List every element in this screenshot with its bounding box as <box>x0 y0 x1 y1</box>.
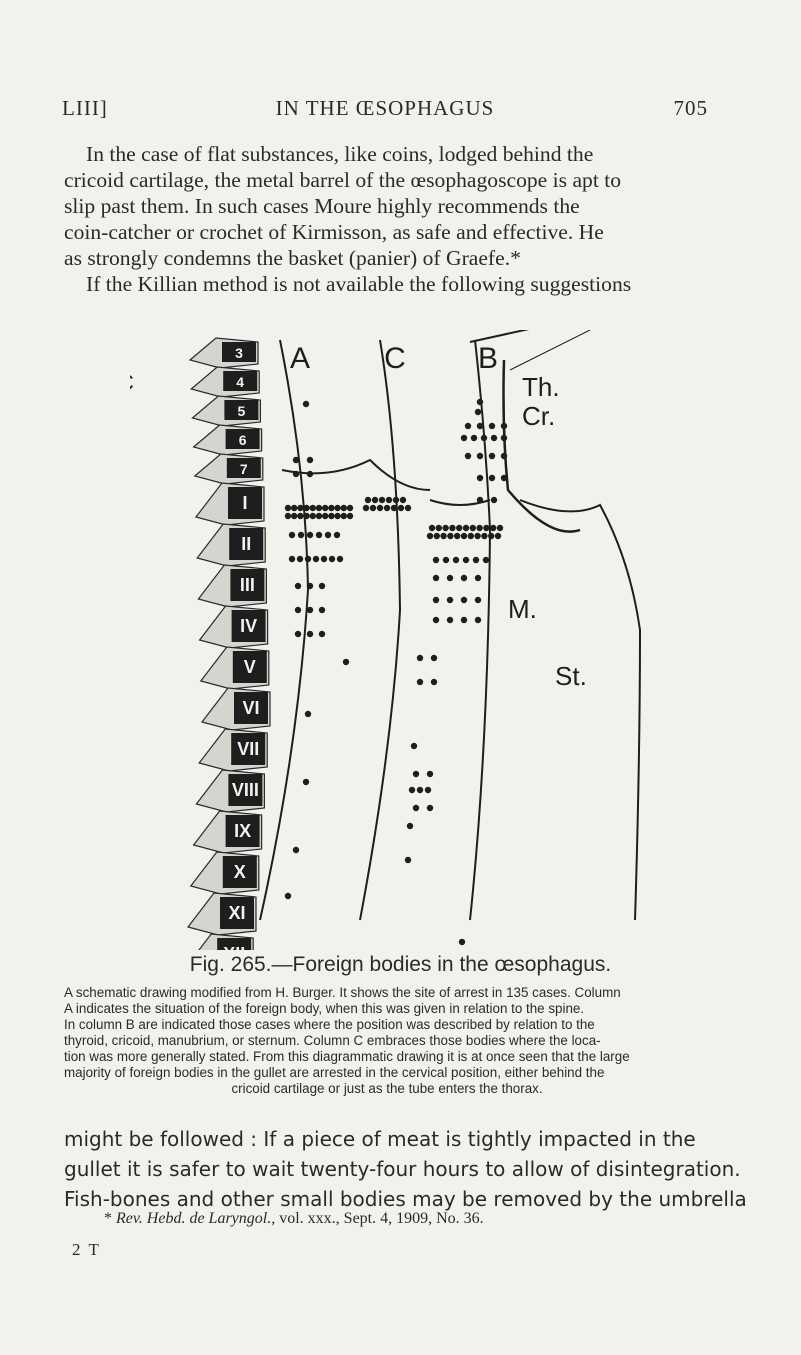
case-dot <box>347 505 353 511</box>
case-dot <box>297 505 303 511</box>
vertebra-label: II <box>241 534 252 554</box>
caption-line: tion was more generally stated. From this diagrammatic drawing it is at once seen that the large <box>64 1049 630 1064</box>
case-dot <box>488 533 494 539</box>
text-line: If the Killian method is not available the following suggestions <box>86 272 632 296</box>
case-dot <box>398 505 404 511</box>
case-dot <box>285 513 291 519</box>
case-dot <box>471 435 477 441</box>
landmark-label: M. <box>508 594 537 624</box>
case-dot <box>481 533 487 539</box>
vertebra-label: XI <box>228 903 246 923</box>
case-dot <box>285 505 291 511</box>
landmark-label: Cr. <box>522 401 556 431</box>
case-dot <box>459 939 465 945</box>
case-dot <box>307 457 313 463</box>
case-dot <box>501 475 507 481</box>
case-dot <box>372 497 378 503</box>
case-dot <box>461 575 467 581</box>
vertebra-label: 6 <box>238 432 247 448</box>
case-dot <box>477 497 483 503</box>
case-dot <box>463 525 469 531</box>
case-dot <box>341 513 347 519</box>
case-dot <box>491 435 497 441</box>
vertebra-label: IV <box>240 616 258 636</box>
case-dot <box>461 597 467 603</box>
case-dot <box>475 597 481 603</box>
case-dot <box>427 771 433 777</box>
spine-vertebrae <box>185 338 270 950</box>
case-dot <box>319 631 325 637</box>
vertebra-label: VII <box>237 739 260 759</box>
case-dot <box>473 557 479 563</box>
case-dot <box>313 556 319 562</box>
page-number: 705 <box>673 96 708 120</box>
case-dot <box>477 453 483 459</box>
case-dot <box>431 655 437 661</box>
case-dot <box>489 475 495 481</box>
case-dot <box>307 583 313 589</box>
text-line: coin-catcher or crochet of Kirmisson, as safe and effective. He <box>64 220 604 244</box>
case-dot <box>483 525 489 531</box>
case-dot <box>407 823 413 829</box>
case-dot <box>291 513 297 519</box>
case-dot <box>293 847 299 853</box>
case-dot <box>295 583 301 589</box>
case-dot <box>307 607 313 613</box>
case-dot <box>461 617 467 623</box>
case-dot <box>409 787 415 793</box>
caption-line: cricoid cartilage or just as the tube enters the thorax. <box>231 1081 543 1096</box>
case-dot <box>386 497 392 503</box>
case-dot <box>475 617 481 623</box>
case-dot <box>370 505 376 511</box>
case-dot <box>316 513 322 519</box>
case-dot <box>307 532 313 538</box>
paragraph-suggestions <box>64 1124 747 1214</box>
case-dot <box>329 556 335 562</box>
case-dot <box>427 805 433 811</box>
case-dot <box>456 525 462 531</box>
case-dot <box>429 525 435 531</box>
footnote <box>104 1210 704 1228</box>
case-dot <box>405 505 411 511</box>
case-dot <box>391 505 397 511</box>
chapter-number: LIII] <box>62 96 108 120</box>
case-dot <box>310 513 316 519</box>
vertebra-label: V <box>243 657 256 677</box>
case-dot <box>297 513 303 519</box>
caption-line: majority of foreign bodies in the gullet are arrested in the cervical position, either behind the <box>64 1065 605 1080</box>
caption-line: A schematic drawing modified from H. Burger. It shows the site of arrest in 135 cases. Column <box>64 985 621 1000</box>
case-dot <box>433 557 439 563</box>
case-dot <box>477 475 483 481</box>
case-dot <box>322 513 328 519</box>
vertebra-label: 7 <box>239 461 248 477</box>
text-line: slip past them. In such cases Moure highly recommends the <box>64 194 580 218</box>
case-dot <box>310 505 316 511</box>
case-dot <box>319 607 325 613</box>
case-dot <box>453 557 459 563</box>
case-dot <box>442 525 448 531</box>
case-dot <box>470 525 476 531</box>
case-dot <box>322 505 328 511</box>
case-dot <box>400 497 406 503</box>
footnote-marker: * <box>104 1210 116 1227</box>
vertebra-label: VI <box>242 698 260 718</box>
case-dot <box>413 805 419 811</box>
case-dot <box>491 497 497 503</box>
region-label-cervical <box>130 370 134 395</box>
column-label: A <box>289 342 311 375</box>
case-dot <box>489 423 495 429</box>
column-label: C <box>384 342 406 375</box>
case-dot <box>463 557 469 563</box>
landmark-label: St. <box>555 661 587 691</box>
case-dot <box>295 631 301 637</box>
case-dot <box>363 505 369 511</box>
running-head <box>62 96 708 126</box>
case-dot <box>481 435 487 441</box>
case-dot <box>440 533 446 539</box>
vertebra-label: I <box>242 493 248 513</box>
caption-line: In column B are indicated those cases where the position was described by relation to the <box>64 1017 595 1032</box>
running-title: IN THE ŒSOPHAGUS <box>275 96 495 120</box>
footnote-journal: Rev. Hebd. de Laryngol., <box>116 1210 276 1227</box>
case-dot <box>449 525 455 531</box>
case-dot <box>465 453 471 459</box>
case-dot <box>285 893 291 899</box>
text-line: In the case of flat substances, like coins, lodged behind the <box>86 142 594 166</box>
vertebra-label: 3 <box>235 345 243 361</box>
vertebra-label: X <box>233 862 246 882</box>
case-dot <box>307 631 313 637</box>
case-dot <box>321 556 327 562</box>
case-dot <box>425 787 431 793</box>
landmark-label: Th. <box>522 372 560 402</box>
case-dot <box>293 471 299 477</box>
case-dot <box>436 525 442 531</box>
case-dot <box>477 399 483 405</box>
text-line: as strongly condemns the basket (panier) of Graefe.* <box>64 246 521 270</box>
case-dot <box>305 556 311 562</box>
caption-line: thyroid, cricoid, manubrium, or sternum. Column C embraces those bodies where the loca- <box>64 1033 601 1048</box>
case-dot <box>405 857 411 863</box>
caption-line: A indicates the situation of the foreign body, when this was given in relation to the spine. <box>64 1001 585 1016</box>
case-dot <box>427 533 433 539</box>
text-line: might be followed : If a piece of meat is tightly impacted in the <box>64 1127 696 1151</box>
case-dot <box>447 575 453 581</box>
figure-caption-body <box>64 985 710 1097</box>
case-dot <box>434 533 440 539</box>
case-dot <box>291 505 297 511</box>
case-dot <box>501 435 507 441</box>
figure-caption-title: Fig. 265.—Foreign bodies in the œsophagus. <box>189 953 612 976</box>
column-lines <box>260 330 640 920</box>
case-dot <box>328 513 334 519</box>
case-dot <box>303 401 309 407</box>
case-dot <box>497 525 503 531</box>
case-dot <box>433 597 439 603</box>
case-dot <box>334 505 340 511</box>
signature-mark: 2 T <box>72 1240 101 1259</box>
case-dot <box>293 457 299 463</box>
footnote-citation: vol. xxx., Sept. 4, 1909, No. 36. <box>275 1210 484 1227</box>
case-dot <box>474 533 480 539</box>
text-line: Fish-bones and other small bodies may be removed by the umbrella <box>64 1187 747 1211</box>
case-dot <box>298 532 304 538</box>
case-dot <box>433 617 439 623</box>
text-line: gullet it is safer to wait twenty-four hours to allow of disintegration. <box>64 1157 741 1181</box>
case-dot <box>341 505 347 511</box>
case-dot <box>443 557 449 563</box>
case-dot <box>379 497 385 503</box>
case-dot <box>489 453 495 459</box>
case-dot <box>365 497 371 503</box>
case-dot <box>465 423 471 429</box>
case-dot <box>461 533 467 539</box>
case-dot <box>447 617 453 623</box>
case-dot <box>431 679 437 685</box>
vertebra-label <box>223 944 245 950</box>
case-dot <box>316 532 322 538</box>
case-dot <box>490 525 496 531</box>
case-dot <box>319 583 325 589</box>
case-dot <box>295 607 301 613</box>
vertebra-label: IX <box>234 821 252 841</box>
case-dot <box>475 575 481 581</box>
case-dot <box>477 423 483 429</box>
case-dot <box>334 532 340 538</box>
case-dot <box>393 497 399 503</box>
case-dot <box>328 505 334 511</box>
case-dot <box>343 659 349 665</box>
case-dot <box>417 787 423 793</box>
case-dot <box>413 771 419 777</box>
case-dot <box>325 532 331 538</box>
case-dot <box>307 471 313 477</box>
vertebra-label: VIII <box>231 780 259 800</box>
case-dot <box>411 743 417 749</box>
case-dot <box>447 533 453 539</box>
case-dot <box>433 575 439 581</box>
vertebra-label: III <box>239 575 255 595</box>
case-dot <box>461 435 467 441</box>
case-dot <box>483 557 489 563</box>
case-dot <box>495 533 501 539</box>
case-dot <box>468 533 474 539</box>
case-dot <box>476 525 482 531</box>
case-dot <box>377 505 383 511</box>
case-dot <box>316 505 322 511</box>
case-dot <box>417 679 423 685</box>
case-dot <box>303 505 309 511</box>
figure-oesophagus-diagram <box>130 330 730 950</box>
case-dot <box>501 453 507 459</box>
case-dot <box>454 533 460 539</box>
case-dot <box>289 532 295 538</box>
paragraph-coins <box>64 141 710 297</box>
text-line: cricoid cartilage, the metal barrel of the œsophagoscope is apt to <box>64 168 622 192</box>
column-label: B <box>477 342 499 375</box>
vertebra-label: 4 <box>236 374 245 390</box>
case-dot <box>303 779 309 785</box>
case-dot <box>334 513 340 519</box>
case-dot <box>303 513 309 519</box>
case-dot <box>305 711 311 717</box>
case-dot <box>384 505 390 511</box>
vertebra-label: 5 <box>237 403 246 419</box>
case-dot <box>501 423 507 429</box>
case-dot <box>475 409 481 415</box>
case-dot <box>417 655 423 661</box>
case-dot <box>337 556 343 562</box>
case-dot <box>297 556 303 562</box>
case-dot <box>289 556 295 562</box>
case-dot <box>447 597 453 603</box>
case-dot <box>347 513 353 519</box>
